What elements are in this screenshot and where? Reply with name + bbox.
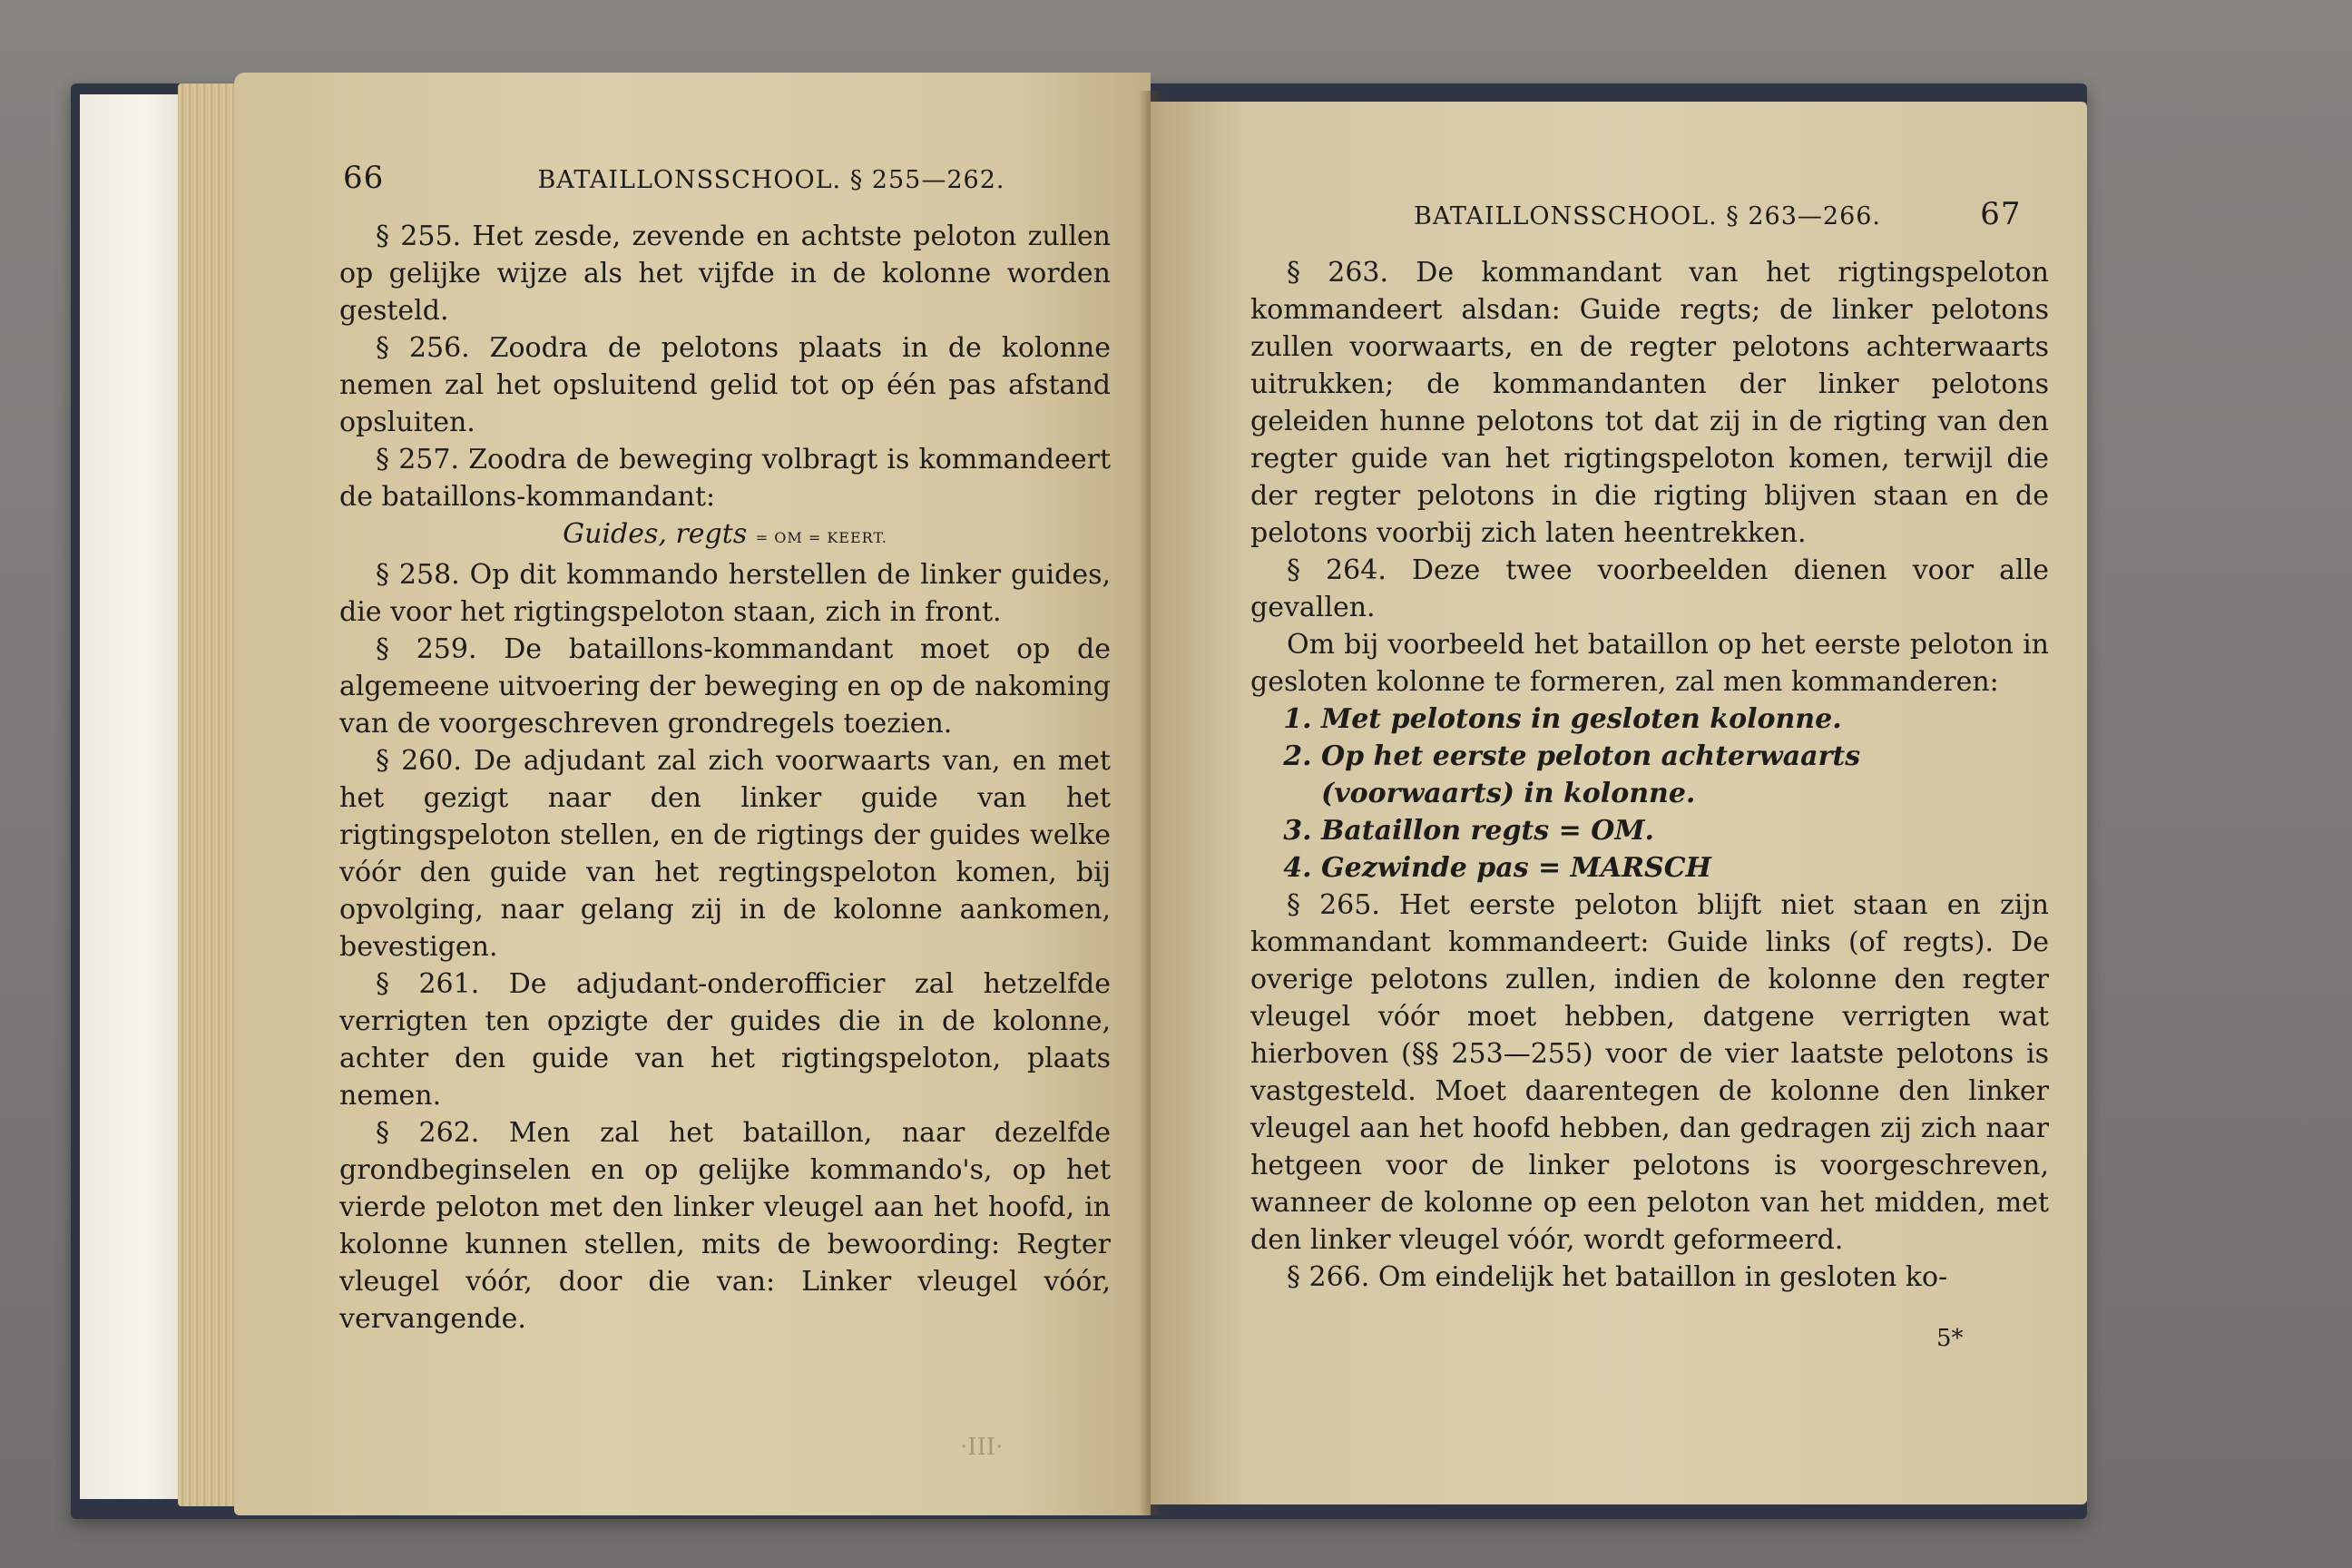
left-page-number: 66	[343, 160, 385, 196]
command-line	[339, 515, 1111, 556]
paragraph: § 255. Het zesde, zevende en achtste peloton zullen op gelijke wijze als het vijfde in de kolonne worden gesteld.	[339, 220, 1111, 327]
command-item: 3. Bataillon regts = OM.	[1321, 812, 2049, 849]
right-head-title: BATAILLONSSCHOOL. § 263—266.	[1414, 202, 1882, 230]
command-item: 1. Met pelotons in gesloten kolonne.	[1321, 701, 2049, 738]
right-body	[1250, 254, 2049, 1296]
paragraph: § 256. Zoodra de pelotons plaats in de kolonne nemen zal het opsluitend gelid tot op één pas afstand opsluiten.	[339, 332, 1111, 438]
left-page	[234, 73, 1151, 1515]
command-item: 2. Op het eerste peloton achterwaarts (voorwaarts) in kolonne.	[1321, 738, 2049, 812]
paragraph: § 262. Men zal het bataillon, naar dezelfde grondbeginselen en op gelijke kommando's, op het vierde peloton met den linker vleugel aan het hoofd, in kolonne kunnen stellen, mits de bewoording: Regter vleugel vóór, door die van: Linker vleugel vóór, vervangende.	[339, 1117, 1111, 1335]
signature-mark: 5*	[1936, 1325, 1964, 1352]
command-item: 4. Gezwinde pas = MARSCH	[1321, 849, 2049, 887]
endpaper	[80, 94, 191, 1499]
paragraph: Om bij voorbeeld het bataillon op het eerste peloton in gesloten kolonne te formeren, zal men kommanderen:	[1250, 629, 2049, 698]
faint-mark: ·III·	[960, 1434, 1004, 1461]
left-running-head	[343, 160, 1069, 196]
paragraph: § 259. De bataillons-kommandant moet op de algemeene uitvoering der beweging en op de nakoming van de voorgeschreven grondregels toezien.	[339, 633, 1111, 740]
command-list	[1250, 701, 2049, 887]
paragraph: § 257. Zoodra de beweging volbragt is kommandeert de bataillons-kommandant:	[339, 444, 1111, 513]
paragraph: § 263. De kommandant van het rigtingspeloton kommandeert alsdan: Guide regts; de linker pelotons zullen voorwaarts, en de regter pelotons achterwaarts uitrukken; de kommandanten der linker pelotons geleiden hunne pelotons tot dat zij in de rigting van den regter guide van het rigtingspeloton komen, terwijl die der regter pelotons in die rigting blijven staan en de pelotons voorbij zich laten heentrekken.	[1250, 257, 2049, 549]
left-head-title: BATAILLONSSCHOOL. § 255—262.	[537, 166, 1005, 194]
command-text: Guides, regts	[563, 518, 748, 550]
paragraph: § 258. Op dit kommando herstellen de linker guides, die voor het rigtingspeloton staan, zich in front.	[339, 559, 1111, 628]
paragraph: § 260. De adjudant zal zich voorwaarts van, en met het gezigt naar den linker guide van het rigtingspeloton stellen, en de rigtings der guides welke vóór den guide van het regtingspeloton komen, bij opvolging, naar gelang zij in de kolonne aankomen, bevestigen.	[339, 745, 1111, 963]
paragraph: § 265. Het eerste peloton blijft niet staan en zijn kommandant kommandeert: Guide links (of regts). De overige pelotons zullen, indien de kolonne den regter vleugel vóór moet hebben, datgene verrigten wat hierboven (§§ 253—255) voor de vier laatste pelotons is vastgesteld. Moet daarentegen de kolonne den linker vleugel aan het hoofd hebben, dan gedragen zij zich naar hetgeen voor de linker pelotons is voorgeschreven, wanneer de kolonne op een peloton van het midden, met den linker vleugel vóór, wordt geformeerd.	[1250, 889, 2049, 1256]
paragraph: § 261. De adjudant-onderofficier zal hetzelfde verrigten ten opzigte der guides die in de kolonne, achter den guide van het rigtingspeloton, plaats nemen.	[339, 968, 1111, 1112]
right-page	[1151, 102, 2087, 1504]
right-running-head	[1414, 196, 2067, 232]
command-suffix: = OM = KEERT.	[755, 529, 887, 546]
paragraph: § 266. Om eindelijk het bataillon in gesloten ko-	[1287, 1261, 1948, 1293]
paragraph: § 264. Deze twee voorbeelden dienen voor alle gevallen.	[1250, 554, 2049, 623]
left-body	[339, 218, 1111, 1338]
right-page-number: 67	[1980, 196, 2022, 232]
